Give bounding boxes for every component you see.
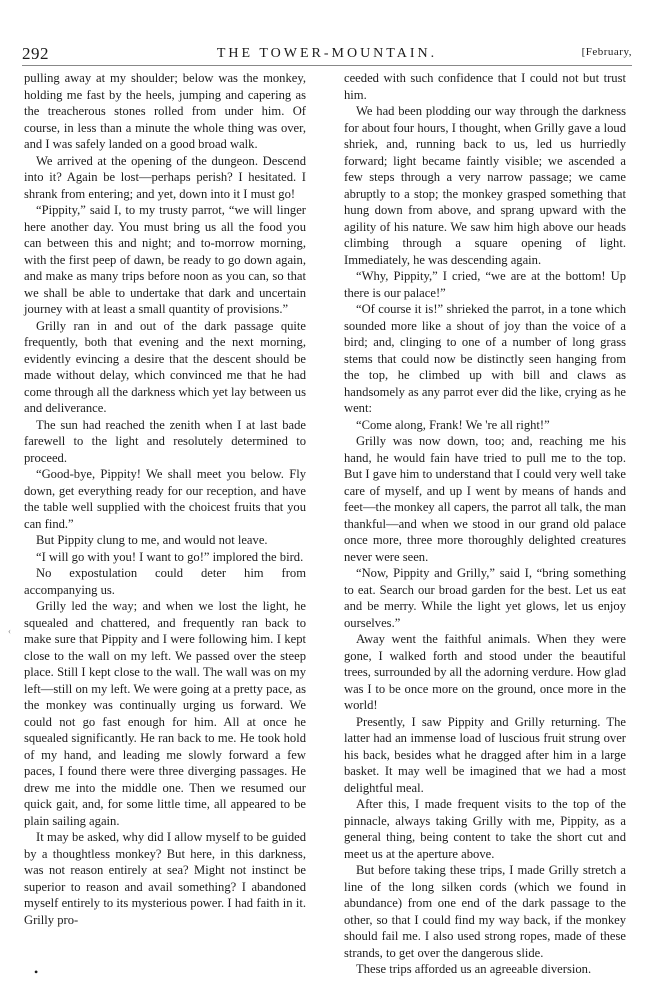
paragraph: “Pippity,” said I, to my trusty parrot, “we will linger here another day. You must bring us all the food you can between this and night; and to-morrow morning, with the first peep of dawn, be ready to go down again, and make as many trips before noon as you can, so that we shall be able to undertake that dark and uncertain journey with at least a small quantity of provisions.”: [24, 203, 306, 316]
header-rule: [22, 65, 632, 66]
running-header: [22, 44, 632, 66]
paragraph: Grilly ran in and out of the dark passage quite frequently, both that evening and the next morning, evidently evincing a desire that the descent should be made without delay, which convinced me that he had come through all the darkness which yet lay between us and deliverance.: [24, 318, 306, 415]
paragraph: We arrived at the opening of the dungeon. Descend into it? Again be lost—perhaps perish? I hesitated. I shrank from entering; and yet, down into it I must go!: [24, 153, 306, 201]
paragraph: “I will go with you! I want to go!” implored the bird.: [36, 549, 304, 564]
footer-dot: •: [34, 965, 39, 979]
issue-month: [February,: [581, 46, 632, 58]
paragraph: Grilly led the way; and when we lost the light, he squealed and chattered, and frequently ran back to make sure that Pippity and I were following him. I kept close to the wall on my left. We passed over the steep place. Still I kept close to the wall. The wall was on my left—still on my left. We were going at a pretty pace, as the monkey was continually urging us forward. We could not go fast enough for him. All at once he squealed significantly. He ran back to me. He took hold of my hand, and leading me slowly forward a few paces, I found there were three diverging passages. He drew me into the middle one. Then we resumed our quick gait, and, for some little time, all appeared to be plain sailing again.: [24, 599, 306, 828]
paragraph: pulling away at my shoulder; below was the monkey, holding me fast by the heels, jumping and capering as the treacherous stones rolled from under him. Of course, in less than a minute the whole thing was over, and I was safely landed on a good broad walk.: [24, 71, 306, 151]
paragraph: These trips afforded us an agreeable diversion.: [356, 962, 592, 976]
running-title: THE TOWER-MOUNTAIN.: [216, 46, 438, 61]
paragraph: “Why, Pippity,” I cried, “we are at the bottom! Up there is our palace!”: [344, 269, 626, 300]
left-column: [24, 70, 306, 928]
paragraph: “Good-bye, Pippity! We shall meet you below. Fly down, get everything ready for our reception, and have the table well supplied with the choicest fruits that you can find.”: [24, 467, 306, 531]
paragraph: No expostulation could deter him from accompanying us.: [24, 566, 306, 597]
paragraph: But before taking these trips, I made Grilly stretch a line of the long silken cords (which we found in abundance) from one end of the dark passage to the other, so that I could find my way back, if the monkey should fail me. I also used strong ropes, made of these strands, to get over the dangerous slide.: [344, 863, 626, 960]
paragraph: After this, I made frequent visits to the top of the pinnacle, always taking Grilly with me, Pippity, as a general thing, being content to take the short cut and meet us at the aperture above.: [344, 797, 626, 861]
paragraph: “Of course it is!” shrieked the parrot, in a tone which sounded more like a shout of joy than the voice of a bird; and, clinging to one of a number of long grass stems that could now be distinctly seen hanging from the top, he climbed up with bill and claws as handsomely as any parrot ever did the like, crying as he went:: [344, 302, 626, 415]
paragraph: The sun had reached the zenith when I at last bade farewell to the light and resolutely determined to proceed.: [24, 417, 306, 465]
margin-speck: ‹: [8, 626, 11, 636]
paragraph: “Come along, Frank! We 're all right!”: [356, 417, 550, 432]
paragraph: ceeded with such confidence that I could not but trust him.: [344, 71, 626, 102]
paragraph: Away went the faithful animals. When they were gone, I walked forth and stood under the beautiful trees, surrounded by all the adorning verdure. How glad was I to be once more on the ground, once more in the world!: [344, 632, 626, 712]
paragraph: But Pippity clung to me, and would not leave.: [36, 533, 268, 547]
paragraph: We had been plodding our way through the darkness for about four hours, I thought, when Grilly gave a loud shriek, and, running back to us, led us hurriedly forward; light became faintly visible; we ascended a few steps through a very narrow passage; we came abruptly to a stop; the monkey grasped something that hung down from above, and sprang upward with the agility of his nature. We saw him high above our heads climbing through a square opening of light. Immediately, he was descending again.: [344, 104, 626, 267]
paragraph: Presently, I saw Pippity and Grilly returning. The latter had an immense load of luscious fruit strung over his back, besides what he dragged after him in a large basket. It may well be imagined that we had a most delightful meal.: [344, 714, 626, 795]
paragraph: Grilly was now down, too; and, reaching me his hand, he would fain have tried to pull me to the top. But I gave him to understand that I could very well take care of myself, and up I went by means of hands and feet—the monkey all capers, the parrot all talk, the man thankful—and when we stood in our grand old palace once more, three more thoroughly delighted creatures never were seen.: [344, 434, 626, 564]
page-number: 292: [22, 44, 49, 63]
paragraph: It may be asked, why did I allow myself to be guided by a thoughtless monkey? But here, in this darkness, was not reason entirely at sea? Might not instinct be superior to reason and avail something? I abandoned myself entirely to its mysterious power. I had faith in it. Grilly pro-: [24, 830, 306, 927]
right-column: [344, 70, 626, 978]
paragraph: “Now, Pippity and Grilly,” said I, “bring something to eat. Search our broad garden for the best. Let us eat and be merry. While the light yet glows, let us enjoy ourselves.”: [344, 566, 626, 630]
